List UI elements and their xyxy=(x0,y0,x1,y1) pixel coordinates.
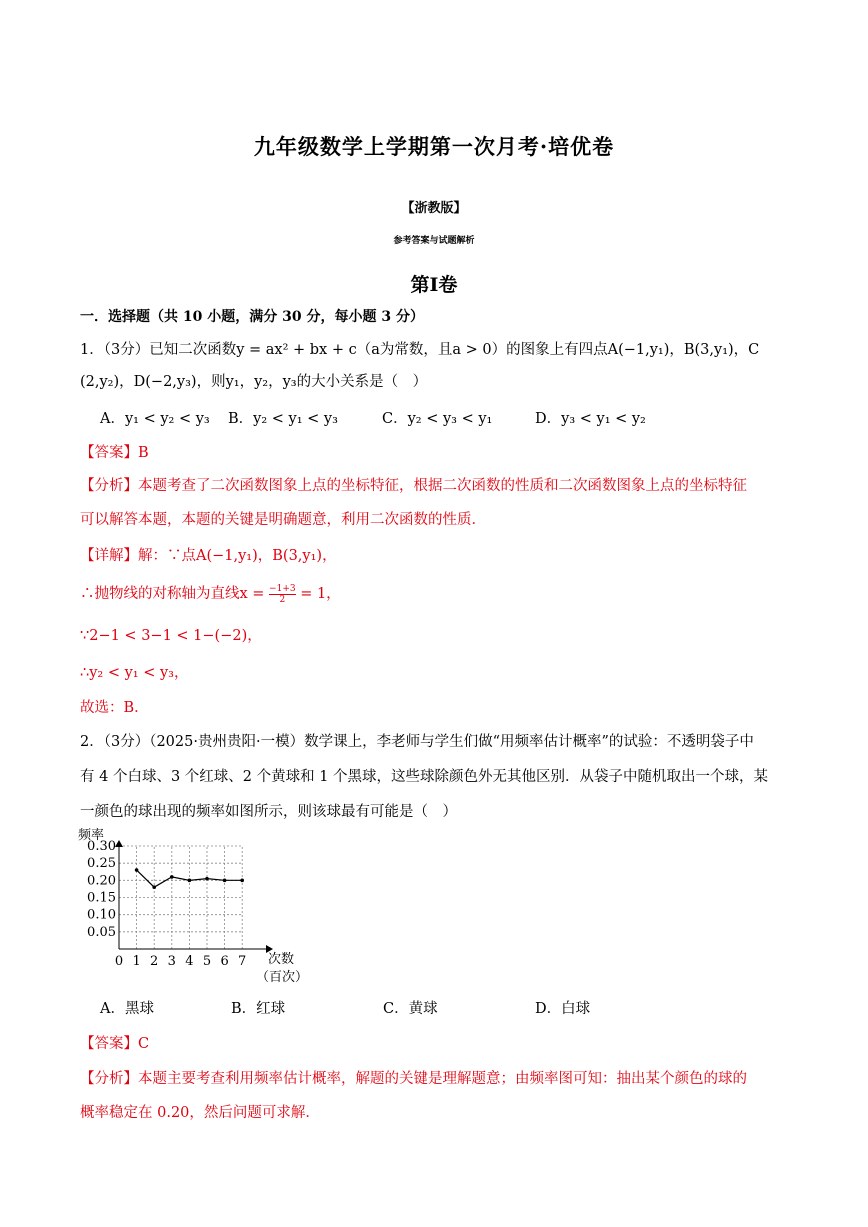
q2-option-d: D．白球 xyxy=(535,1001,591,1017)
y-tick-label: 0.15 xyxy=(87,890,116,906)
y-axis-label: 频率 xyxy=(78,828,105,843)
y-tick-label: 0.05 xyxy=(87,924,116,940)
x-tick-label: 5 xyxy=(202,954,212,969)
q2-answer: 【答案】C xyxy=(80,1036,150,1052)
x-tick-label: 6 xyxy=(220,954,229,969)
q2-stem-line1: 2．（3分）（2025·贵州贵阳·一模）数学课上，李老师与学生们做“用频率估计概率”的试验：不透明袋子中 xyxy=(80,734,754,750)
x-axis-label: 次数 xyxy=(268,952,295,967)
q2-stem-line2: 有 4 个白球、3 个红球、2 个黄球和 1 个黑球，这些球除颜色外无其他区别．从袋子中随机取出一个球，某 xyxy=(80,769,769,785)
q1-option-c: C．y₂ < y₃ < y₁ xyxy=(382,411,493,427)
chart-grid xyxy=(119,846,242,949)
x-tick-label: 3 xyxy=(167,954,176,969)
fraction-numerator: −1+3 xyxy=(269,583,296,594)
q1-option-a: A．y₁ < y₂ < y₃ xyxy=(100,411,210,427)
fraction xyxy=(269,584,296,605)
q2-analysis-line2: 概率稳定在 0.20，然后问题可求解． xyxy=(80,1105,320,1121)
q1-detail-line1: 【详解】解：∵点A(−1,y₁)，B(3,y₁)， xyxy=(80,548,337,564)
q1-option-b: B．y₂ < y₁ < y₃ xyxy=(228,411,338,427)
data-point xyxy=(135,868,139,872)
edition-label: 【浙教版】 xyxy=(401,201,467,216)
y-axis-arrow xyxy=(115,840,123,847)
data-point xyxy=(205,877,209,881)
x-tick-label: 7 xyxy=(238,954,247,969)
x-tick-label: 0 xyxy=(114,954,124,969)
page-title: 九年级数学上学期第一次月考·培优卷 xyxy=(253,134,615,159)
q1-detail-line2-suffix: = 1， xyxy=(300,586,341,602)
section-heading: 一．选择题（共 10 小题，满分 30 分，每小题 3 分） xyxy=(80,309,424,325)
q1-option-d: D．y₃ < y₁ < y₂ xyxy=(535,411,646,427)
q2-option-b: B．红球 xyxy=(231,1001,286,1017)
x-axis-unit-label: （百次） xyxy=(256,970,309,985)
data-point xyxy=(223,879,227,883)
frequency-chart xyxy=(70,818,330,996)
q2-analysis-line1: 【分析】本题主要考查利用频率估计概率，解题的关键是理解题意；由频率图可知：抽出某个颜色的球的 xyxy=(80,1071,747,1087)
subtitle: 参考答案与试题解析 xyxy=(393,236,475,246)
q2-stem-line3: 一颜色的球出现的频率如图所示，则该球最有可能是（ ） xyxy=(80,804,457,820)
x-tick-label: 1 xyxy=(132,954,141,969)
data-point xyxy=(170,875,174,879)
q1-detail-line2-prefix: ∴抛物线的对称轴为直线x = xyxy=(80,586,265,602)
q1-detail-line4: ∴y₂ < y₁ < y₃， xyxy=(80,665,189,681)
fraction-denominator: 2 xyxy=(279,594,286,605)
y-tick-label: 0.20 xyxy=(87,873,116,889)
x-tick-label: 2 xyxy=(150,954,159,969)
data-point xyxy=(152,885,156,889)
y-tick-label: 0.30 xyxy=(87,839,116,854)
data-point xyxy=(240,879,244,883)
volume-heading: 第Ⅰ卷 xyxy=(410,274,458,296)
q2-option-c: C．黄球 xyxy=(383,1001,438,1017)
q1-detail-line5: 故选：B． xyxy=(80,700,149,716)
data-point xyxy=(188,879,192,883)
q1-detail-line3: ∵2−1 < 3−1 < 1−(−2)， xyxy=(80,628,262,644)
x-tick-label: 4 xyxy=(185,954,194,969)
q1-stem-line1: 1．（3分）已知二次函数y = ax² + bx + c（a为常数，且a > 0）的图象上有四点A(−1,y₁)，B(3,y₁)，C xyxy=(80,342,760,358)
q1-stem-line2: (2,y₂)，D(−2,y₃)，则y₁，y₂，y₃的大小关系是（ ） xyxy=(80,374,428,390)
chart-axes xyxy=(115,840,273,953)
y-tick-label: 0.25 xyxy=(87,856,116,872)
q2-option-a: A．黑球 xyxy=(100,1001,154,1017)
q1-analysis-line2: 可以解答本题，本题的关键是明确题意，利用二次函数的性质． xyxy=(80,512,486,528)
q1-detail-line2 xyxy=(80,582,341,605)
q1-answer: 【答案】B xyxy=(80,445,149,461)
y-tick-label: 0.10 xyxy=(87,907,116,923)
q1-analysis-line1: 【分析】本题考查了二次函数图象上点的坐标特征，根据二次函数的性质和二次函数图象上点的坐标特征 xyxy=(80,478,747,494)
